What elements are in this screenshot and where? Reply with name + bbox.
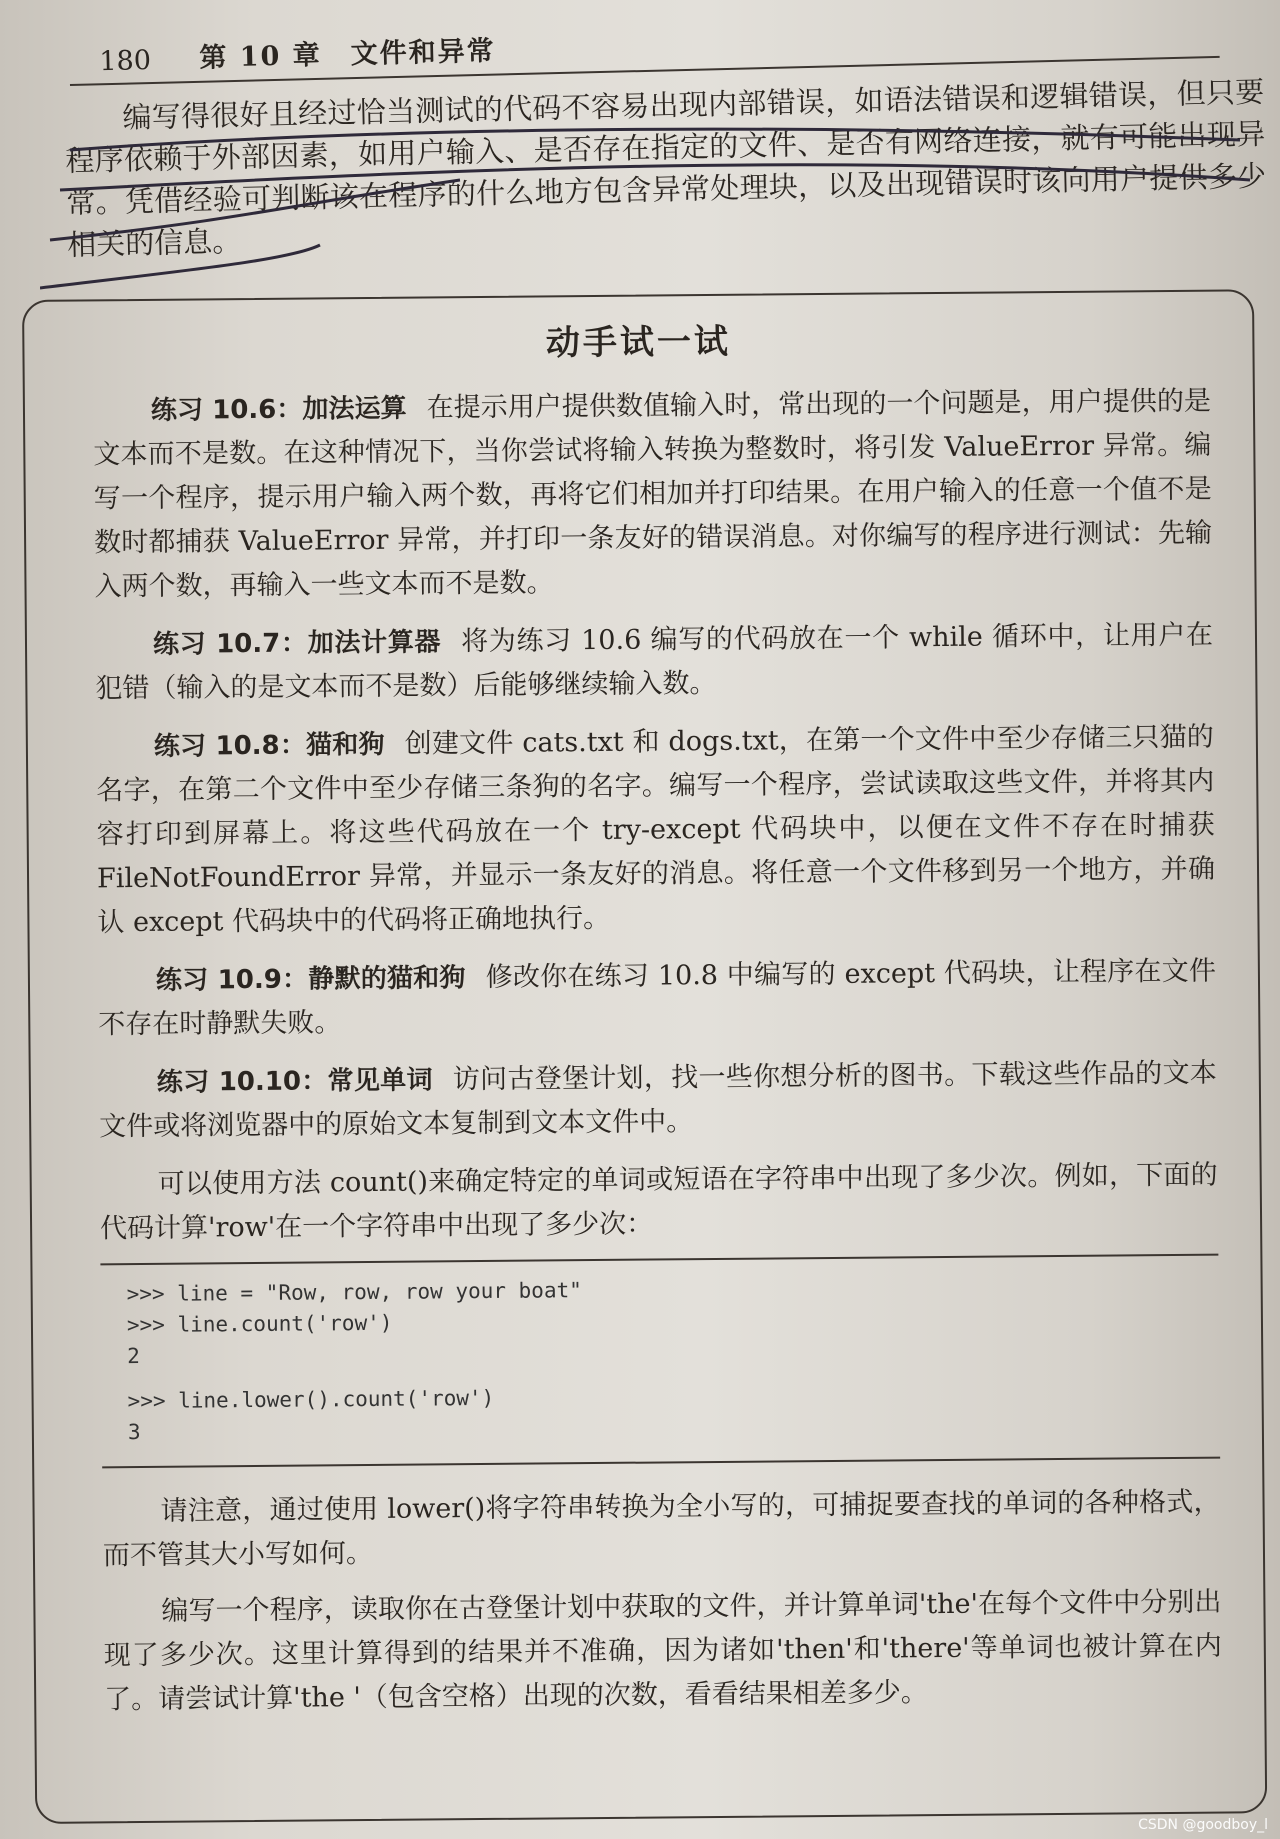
note-paragraph: 请注意，通过使用 lower()将字符串转换为全小写的，可捕捉要查找的单词的各种格式，而不管其大小写如何。 (102, 1486, 1221, 1572)
exercise-label: 练习 10.9： (155, 964, 309, 996)
exercise-text: 访问古登堡计划，找一些你想分析的图书。下载这些作品的文本文件或将浏览器中的原始文本复制到文本文件中。 (99, 1057, 1217, 1143)
exercise-name: 常见单词 (327, 1065, 433, 1097)
exercise-text: 修改你在练习 10.8 中编写的 except 代码块，让程序在文件不存在时静默失败。 (98, 955, 1217, 1041)
count-method-paragraph: 可以使用方法 count()来确定特定的单词或短语在字符串中出现了多少次。例如，下面的代码计算'row'在一个字符串中出现了多少次： (99, 1159, 1218, 1245)
exercise-label: 练习 10.7： (152, 628, 308, 660)
exercise-label: 练习 10.10： (156, 1066, 328, 1098)
code-line: >>> line = "Row, row, row your boat" (126, 1278, 582, 1307)
exercise-10-6 (93, 380, 1213, 610)
exercise-10-8 (96, 716, 1216, 946)
try-it-content (93, 380, 1223, 1735)
exercise-name: 猫和狗 (305, 729, 385, 761)
exercise-10-10 (99, 1052, 1218, 1150)
try-it-title: 动手试一试 (545, 321, 732, 364)
exercise-text: 将为练习 10.6 编写的代码放在一个 while 循环中，让用户在犯错（输入的是文本而不是数）后能够继续输入数。 (95, 619, 1214, 705)
task-paragraph: 编写一个程序，读取你在古登堡计划中获取的文件，并计算单词'the'在每个文件中分别出现了多少次。这里计算得到的结果并不准确，因为诸如'then'和'there'等单词也被计算在内了。请尝试计算'the '（包含空格）出现的次数，看看结果相差多少。 (103, 1586, 1222, 1716)
exercise-name: 加法计算器 (307, 627, 442, 659)
exercise-text: 在提示用户提供数值输入时，常出现的一个问题是，用户提供的是文本而不是数。在这种情况下，当你尝试将输入转换为整数时，将引发 ValueError 异常。编写一个程序，提示用户输入两个数，再将它们相加并打印结果。在用户输入的任意一个值不是数时都捕获 ValueError 异常，并打印一条友好的错误消息。对你编写的程序进行测试：先输入两个数，再输入一些文本而不是数。 (93, 385, 1213, 603)
intro-paragraph: 编写得很好且经过恰当测试的代码不容易出现内部错误，如语法错误和逻辑错误，但只要程序依赖于外部因素，如用户输入、是否存在指定的文件、是否有网络连接，就有可能出现异常。凭借经验可判断该在程序的什么地方包含异常处理块，以及出现错误时该向用户提供多少相关的信息。 (65, 74, 1267, 262)
exercise-10-9 (98, 950, 1217, 1048)
intro-paragraph-container (64, 71, 1268, 266)
code-line: >>> line.lower().count('row') (127, 1385, 495, 1414)
code-example (100, 1254, 1220, 1469)
exercise-label: 练习 10.6： (150, 394, 303, 426)
exercise-text: 创建文件 cats.txt 和 dogs.txt，在第一个文件中至少存储三只猫的名字，在第二个文件中至少存储三条狗的名字。编写一个程序，尝试读取这些文件，并将其内容打印到屏幕上。将这些代码放在一个 try-except 代码块中，以便在文件不存在时捕获 FileNotFoundError 异常，并显示一条友好的消息。将任意一个文件移到另一个地方，并确认 except 代码块中的代码将正确地执行。 (96, 721, 1216, 939)
watermark: CSDN @goodboy_l (1138, 1817, 1268, 1833)
exercise-name: 静默的猫和狗 (308, 963, 466, 995)
exercise-label: 练习 10.8： (153, 730, 307, 762)
exercise-10-7 (95, 614, 1214, 712)
try-it-box (22, 289, 1267, 1824)
chapter-title: 第 10 章 文件和异常 (198, 35, 497, 74)
code-line: >>> line.count('row') (126, 1310, 393, 1338)
page-header (69, 0, 1220, 86)
exercise-name: 加法运算 (302, 393, 407, 425)
code-line: 2 (127, 1344, 140, 1369)
code-line: 3 (127, 1420, 141, 1445)
page-number: 180 (99, 45, 152, 78)
